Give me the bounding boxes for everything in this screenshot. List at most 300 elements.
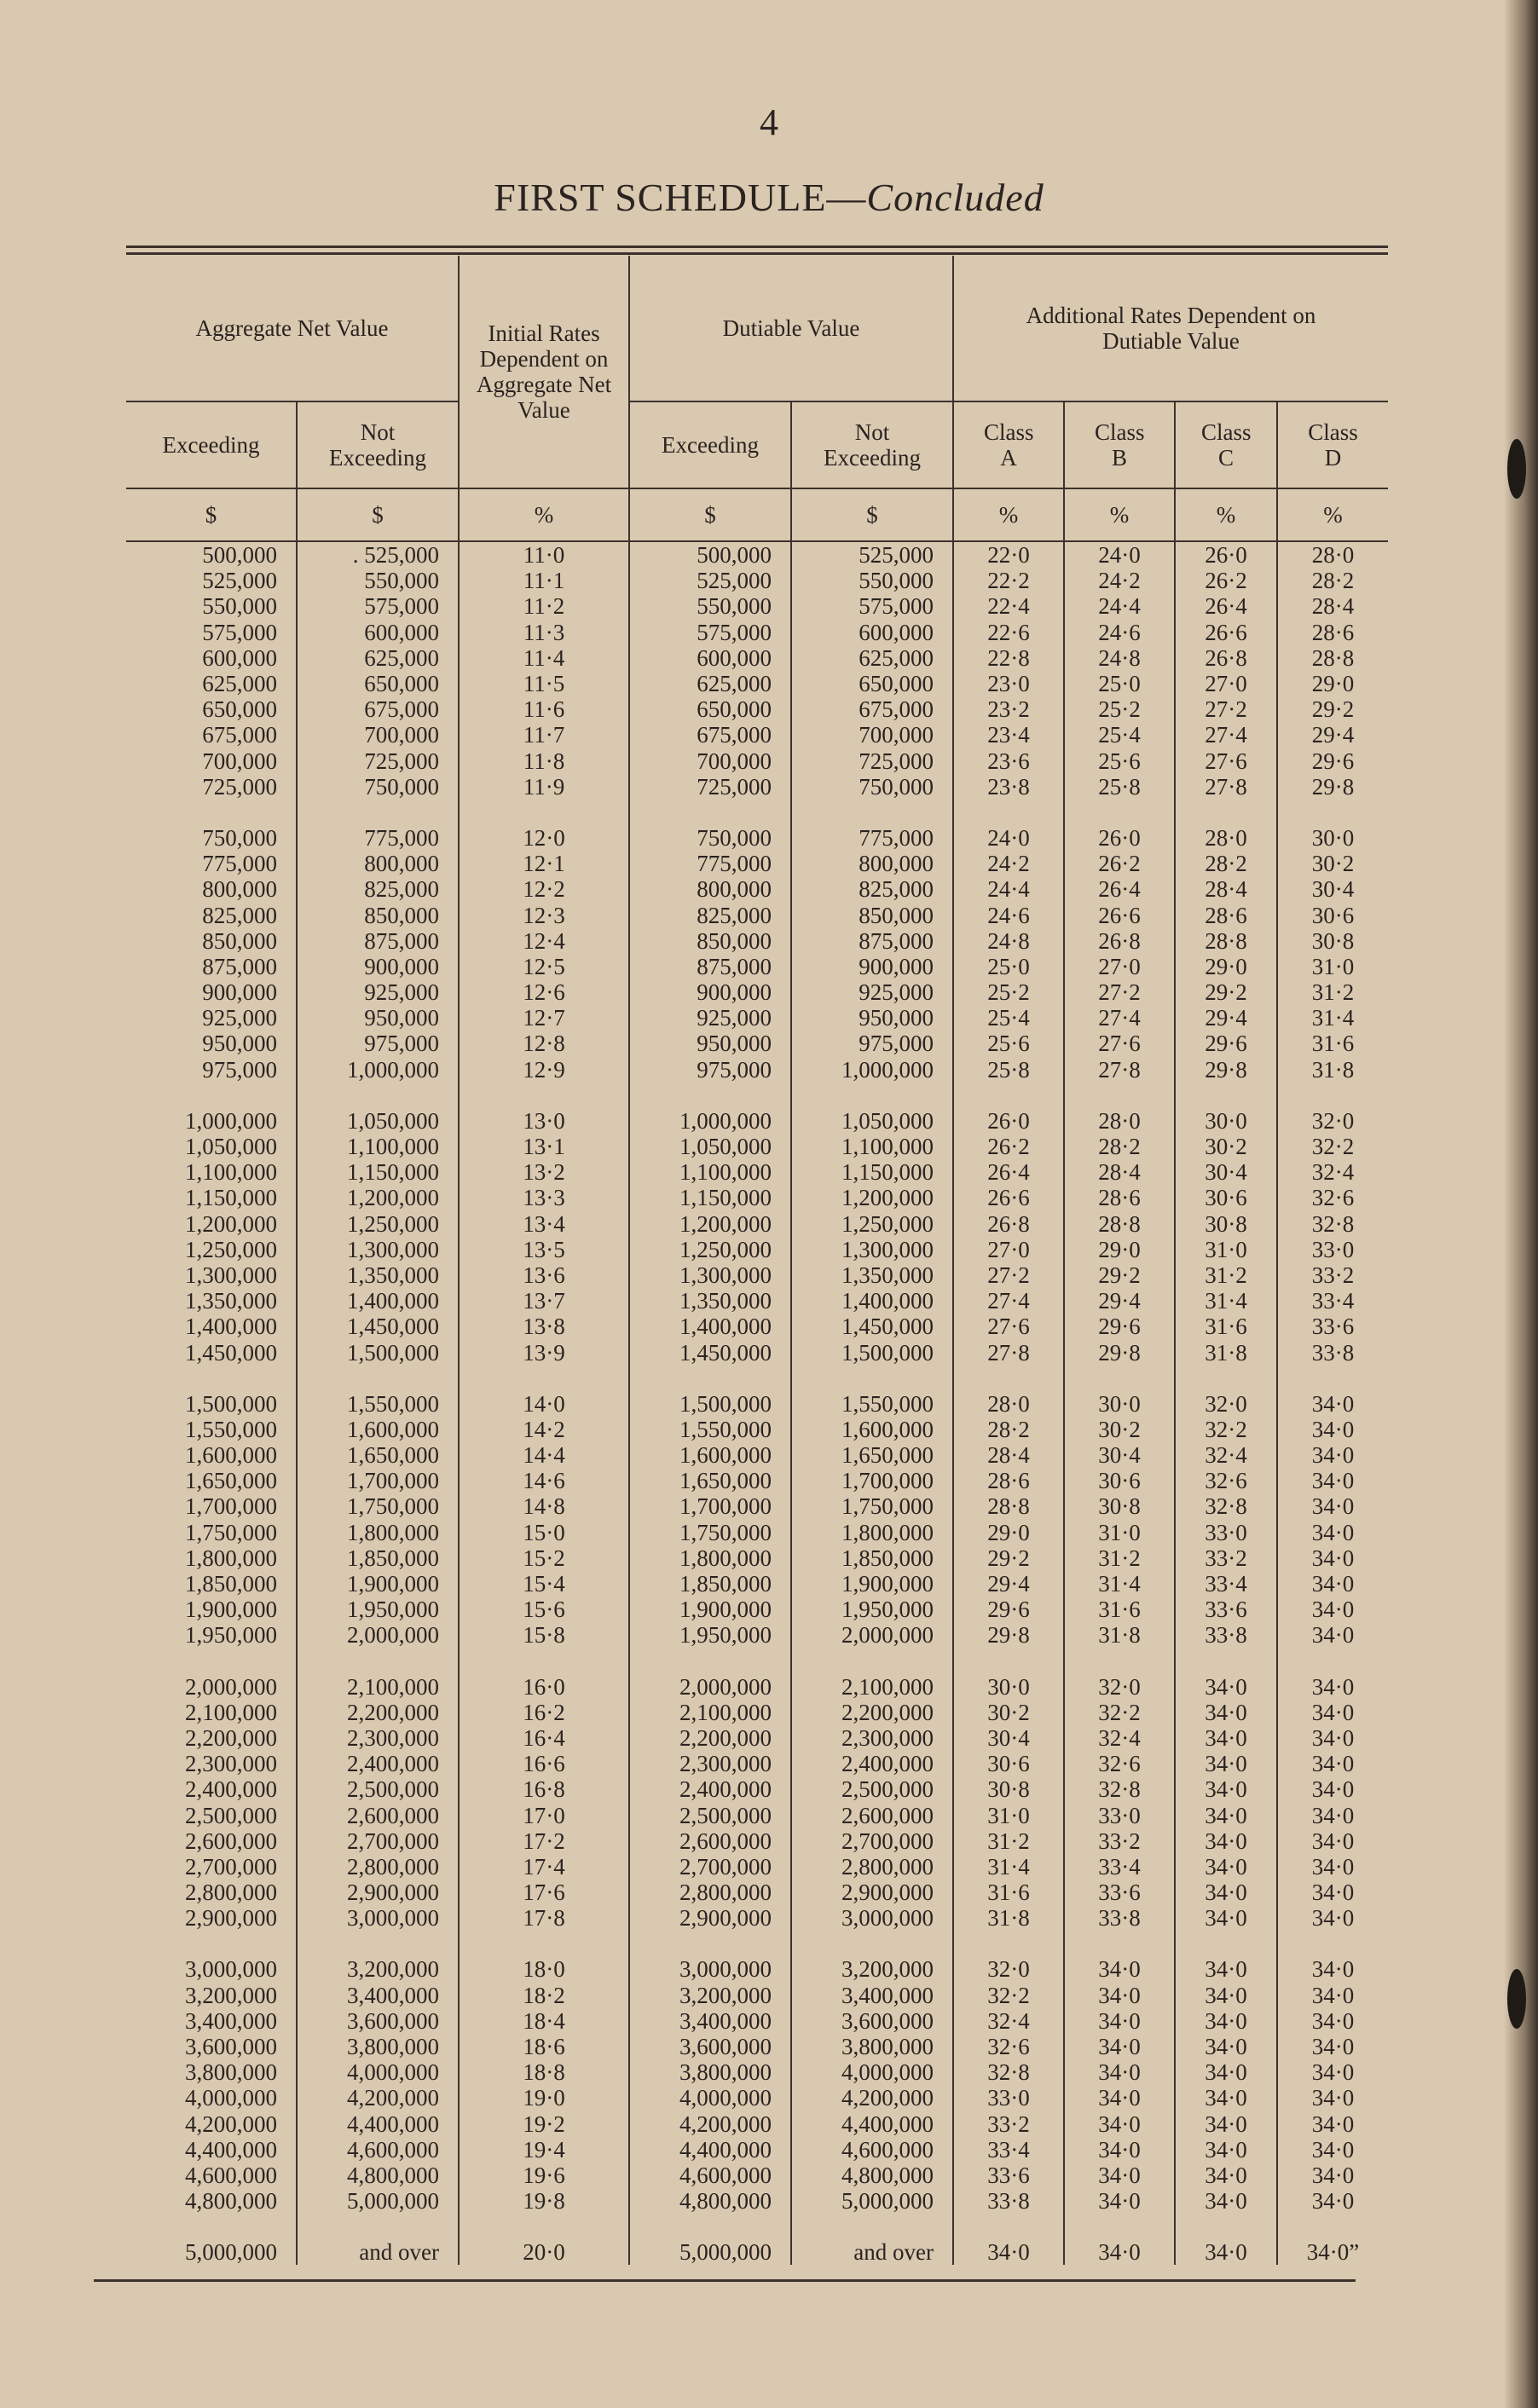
table-cell: 30·4 [1064,1442,1175,1468]
table-cell: 2,100,000 [185,1699,277,1725]
table-cell: 34·0 [1175,1751,1277,1776]
table-cell: 2,400,000 [185,1776,277,1803]
table-cell: 900,000 [791,954,953,979]
header-class-c: Class C [1175,401,1277,488]
table-cell: 18·4 [459,2008,629,2034]
table-cell: 775,000 [791,825,953,851]
unit-cell: $ [126,488,297,541]
table-cell: 34·0 [1277,2059,1388,2085]
table-cell: 12·3 [459,902,629,927]
table-row [126,1983,1388,2008]
table-cell: 34·0 [1175,2085,1277,2111]
title-main: FIRST SCHEDULE— [494,176,867,219]
table-cell: 1,700,000 [629,1493,791,1519]
table-cell: 33·2 [953,2111,1064,2137]
table-cell: 30·2 [1064,1417,1175,1442]
table-row [126,954,1388,979]
table-row [126,1700,1388,1725]
table-cell: 800,000 [202,876,277,903]
table-cell: 28·4 [1277,593,1388,619]
table-cell: 31·4 [1064,1571,1175,1597]
table-cell: 4,400,000 [791,2111,953,2137]
table-cell: 5,000,000 [297,2188,459,2214]
table-cell: 28·6 [1277,620,1388,645]
table-cell: 26·2 [953,1134,1064,1159]
table-cell: 500,000 [629,541,791,568]
table-cell: 11·2 [459,593,629,619]
table-cell: 15·2 [459,1545,629,1571]
spacer-cell [1064,2214,1175,2239]
table-cell: 925,000 [791,979,953,1005]
table-cell: 625,000 [202,671,277,697]
table-cell: 34·0 [1175,1700,1277,1725]
table-cell: 12·5 [459,954,629,979]
table-cell: 28·2 [953,1417,1064,1442]
spacer-cell [1064,1366,1175,1391]
table-cell: 34·0 [1064,2008,1175,2034]
table-cell: 11·5 [459,671,629,696]
table-cell: 2,900,000 [791,1880,953,1905]
table-cell: 34·0 [1277,2137,1388,2163]
table-cell: 26·2 [1064,851,1175,876]
bottom-rule [94,2279,1356,2282]
table-cell: 34·0 [1064,2137,1175,2163]
table-cell: 31·0 [1277,954,1388,979]
table-cell: 2,700,000 [791,1828,953,1854]
table-cell: 2,700,000 [297,1828,459,1854]
table-cell: 31·6 [1064,1597,1175,1622]
table-row [126,928,1388,954]
table-cell: 29·4 [953,1571,1064,1597]
table-cell: 3,200,000 [629,1983,791,2008]
table-cell: 1,200,000 [791,1185,953,1210]
table-cell: 4,800,000 [629,2188,791,2214]
table-cell: 1,650,000 [185,1468,277,1494]
table-cell: 4,200,000 [629,2111,791,2137]
table-cell: 2,800,000 [629,1880,791,1905]
table-cell: 29·2 [1277,696,1388,722]
table-cell: 2,200,000 [297,1700,459,1725]
table-cell: 29·6 [1277,748,1388,774]
table-cell: 1,150,000 [791,1159,953,1185]
table-cell: 18·2 [459,1983,629,2008]
spacer-cell [459,1649,629,1674]
table-cell: 1,600,000 [185,1442,277,1469]
table-cell: 34·0 [1064,1983,1175,2008]
spacer-cell [1175,800,1277,825]
table-cell: 32·0 [1277,1108,1388,1134]
table-cell: 2,000,000 [791,1622,953,1648]
table-cell: 1,750,000 [791,1493,953,1519]
table-cell: 34·0 [1175,1956,1277,1982]
table-cell: 3,600,000 [629,2034,791,2059]
table-cell: 32·6 [1277,1185,1388,1210]
table-cell: 1,100,000 [297,1134,459,1159]
spacer-cell [629,800,791,825]
table-row [126,645,1388,671]
table-cell: 27·6 [1064,1031,1175,1056]
table-row [126,593,1388,619]
table-cell: 1,550,000 [185,1416,277,1442]
table-row [126,696,1388,722]
table-cell: 1,050,000 [629,1134,791,1159]
table-cell: 27·4 [1175,722,1277,748]
spacer-cell [791,1083,953,1108]
table-cell: 1,250,000 [185,1236,277,1262]
table-row [126,1442,1388,1468]
table-cell: 34·0 [1175,1828,1277,1854]
table-cell: 30·0 [953,1674,1064,1700]
table-cell: 28·8 [953,1493,1064,1519]
table-cell: 34·0 [1277,2188,1388,2214]
table-cell: 825,000 [791,876,953,902]
table-cell: 31·2 [1277,979,1388,1005]
table-cell: 34·0 [953,2239,1064,2265]
table-cell: 2,100,000 [297,1674,459,1700]
spacer-cell [297,1083,459,1108]
table-cell: 19·2 [459,2111,629,2137]
header-not-exceeding-2: Not Exceeding [791,401,953,488]
table-cell: 675,000 [297,696,459,722]
table-cell: 4,600,000 [297,2137,459,2163]
spacer-cell [791,1649,953,1674]
table-cell: 29·4 [1277,722,1388,748]
table-cell: 24·4 [1064,593,1175,619]
spacer-cell [126,2214,297,2239]
table-cell: 2,300,000 [791,1725,953,1751]
table-cell: 650,000 [202,696,277,723]
table-cell: 27·8 [953,1339,1064,1365]
table-cell: 975,000 [629,1057,791,1083]
table-cell: 2,600,000 [297,1802,459,1828]
table-cell: 2,000,000 [629,1674,791,1700]
table-cell: 33·2 [1277,1262,1388,1288]
table-cell: 34·0 [1277,1751,1388,1776]
table-cell: 4,800,000 [297,2163,459,2188]
table-cell: 23·0 [953,671,1064,696]
table-cell: 3,200,000 [185,1982,277,2008]
table-cell: 2,600,000 [791,1802,953,1828]
table-cell: 4,400,000 [629,2137,791,2163]
table-cell: 33·0 [1277,1237,1388,1262]
table-cell: 29·8 [1064,1339,1175,1365]
header-class-b: Class B [1064,401,1175,488]
table-cell: 27·6 [1175,748,1277,774]
table-cell: 825,000 [297,876,459,902]
spacer-cell [459,1083,629,1108]
table-cell: 750,000 [202,824,277,851]
table-cell: 800,000 [791,851,953,876]
spacer-cell [953,800,1064,825]
spacer-cell [297,800,459,825]
table-cell: 29·6 [953,1597,1064,1622]
table-row [126,1005,1388,1031]
table-cell: 950,000 [202,1031,277,1057]
group-spacer [126,1366,1388,1391]
table-cell: 25·0 [1064,671,1175,696]
spacer-cell [791,800,953,825]
table-cell: 825,000 [202,902,277,928]
table-cell: 26·0 [1175,541,1277,568]
spacer-cell [1064,1931,1175,1956]
table-cell: and over [791,2239,953,2265]
table-row [126,722,1388,748]
table-row [126,568,1388,593]
table-cell: 33·6 [1277,1314,1388,1339]
table-row [126,1262,1388,1288]
table-cell: 31·0 [1064,1520,1175,1545]
table-cell: 13·3 [459,1185,629,1210]
table-cell: 875,000 [629,954,791,979]
table-cell: 675,000 [629,722,791,748]
table-cell: 32·8 [1277,1211,1388,1237]
table-row [126,1776,1388,1802]
group-spacer [126,1931,1388,1956]
table-cell: 25·8 [1064,774,1175,800]
table-cell: 14·6 [459,1468,629,1493]
table-row [126,541,1388,568]
table-cell: 26·6 [1175,620,1277,645]
table-cell: 950,000 [629,1031,791,1056]
table-cell: 2,300,000 [297,1725,459,1751]
table-cell: 12·8 [459,1031,629,1056]
table-cell: 1,200,000 [629,1211,791,1237]
table-cell: 3,400,000 [629,2008,791,2034]
table-cell: 25·6 [953,1031,1064,1056]
table-cell: 33·6 [1064,1880,1175,1905]
table-cell: 34·0 [1064,1956,1175,1982]
table-cell: 27·8 [1175,774,1277,800]
table-cell: 32·4 [1277,1159,1388,1185]
table-cell: 1,400,000 [297,1288,459,1314]
group-spacer [126,2214,1388,2239]
double-rule-top [126,245,1388,248]
table-cell: 25·4 [1064,722,1175,748]
table-cell: 32·2 [1175,1417,1277,1442]
table-cell: 31·6 [1175,1314,1277,1339]
table-cell: 4,200,000 [791,2085,953,2111]
table-cell: 625,000 [629,671,791,696]
table-row [126,1674,1388,1700]
table-cell: 11·7 [459,722,629,748]
table-cell: 850,000 [297,902,459,927]
table-cell: 16·8 [459,1776,629,1802]
table-cell: 24·8 [953,928,1064,954]
table-cell: 24·0 [1064,541,1175,568]
table-cell: 16·2 [459,1700,629,1725]
table-cell: 775,000 [202,851,277,877]
table-cell: 1,850,000 [629,1571,791,1597]
table-row [126,620,1388,645]
header-additional-rates: Additional Rates Dependent on Dutiable Value [953,256,1388,401]
table-cell: 3,000,000 [791,1905,953,1931]
table-cell: 29·4 [1175,1005,1277,1031]
table-cell: 34·0 [1277,1828,1388,1854]
table-cell: 1,250,000 [629,1237,791,1262]
table-cell: 31·4 [1175,1288,1277,1314]
table-cell: 31·0 [953,1802,1064,1828]
table-cell: 875,000 [202,953,277,979]
table-cell: 27·2 [953,1262,1064,1288]
group-spacer [126,1649,1388,1674]
table-cell: 13·8 [459,1314,629,1339]
table-cell: 12·0 [459,825,629,851]
header-not-exceeding-1: Not Exceeding [297,401,459,488]
table-row [126,2163,1388,2188]
table-cell: 34·0 [1064,2111,1175,2137]
table-cell: 1,300,000 [629,1262,791,1288]
table-cell: 850,000 [629,928,791,954]
table-cell: 1,750,000 [297,1493,459,1519]
table-cell: 600,000 [297,620,459,645]
table-cell: 1,300,000 [791,1237,953,1262]
table-cell: 34·0 [1175,1854,1277,1880]
table-cell: 34·0 [1175,2188,1277,2214]
table-cell: 650,000 [629,696,791,722]
table-cell: 29·8 [1175,1057,1277,1083]
table-cell: 1,450,000 [629,1339,791,1365]
spacer-cell [1277,1931,1388,1956]
table-cell: 32·6 [1064,1751,1175,1776]
table-cell: 34·0 [1277,1571,1388,1597]
table-cell: 31·2 [953,1828,1064,1854]
table-cell: 1,300,000 [297,1237,459,1262]
table-cell: 950,000 [297,1005,459,1031]
spacer-cell [791,2214,953,2239]
table-cell: 750,000 [297,774,459,800]
table-cell: 30·6 [953,1751,1064,1776]
table-cell: 1,050,000 [791,1108,953,1134]
unit-cell: % [953,488,1064,541]
table-cell: 24·6 [953,902,1064,927]
table-cell: 27·2 [1064,979,1175,1005]
table-cell: 34·0 [1175,2137,1277,2163]
spacer-cell [1064,800,1175,825]
table-cell: 25·2 [1064,696,1175,722]
table-cell: 11·1 [459,568,629,593]
table-cell: 27·0 [1064,954,1175,979]
table-cell: 900,000 [297,954,459,979]
table-row [126,1725,1388,1751]
table-cell: 30·4 [1277,876,1388,902]
table-cell: 1,800,000 [297,1520,459,1545]
table-cell: 34·0 [1175,2008,1277,2034]
table-cell: 2,200,000 [185,1724,277,1751]
table-cell: 28·4 [1175,876,1277,902]
table-cell: 32·0 [1175,1391,1277,1417]
table-cell: 775,000 [297,825,459,851]
table-cell: 23·2 [953,696,1064,722]
table-cell: 34·0 [1277,1597,1388,1622]
table-row [126,774,1388,800]
table-cell: 28·8 [1277,645,1388,671]
table-cell: 1,550,000 [629,1417,791,1442]
spacer-cell [126,1931,297,1956]
table-row [126,1956,1388,1982]
table-cell: 33·6 [953,2163,1064,2188]
header-dutiable-value: Dutiable Value [629,256,953,401]
table-cell: 1,700,000 [791,1468,953,1493]
spacer-cell [297,1366,459,1391]
table-cell: 4,400,000 [297,2111,459,2137]
table-row [126,748,1388,774]
title-italic: Concluded [866,176,1044,219]
table-row [126,671,1388,696]
table-cell: 1,950,000 [629,1622,791,1648]
table-cell: 1,500,000 [297,1339,459,1365]
table-cell: 26·8 [1064,928,1175,954]
table-cell: 26·8 [953,1211,1064,1237]
table-cell: 33·4 [1064,1854,1175,1880]
table-cell: 34·0 [1175,1983,1277,2008]
table-cell: 1,500,000 [791,1339,953,1365]
table-cell: 31·8 [1175,1339,1277,1365]
table-cell: 33·2 [1064,1828,1175,1854]
table-cell: 4,600,000 [185,2162,277,2188]
table-cell: 2,900,000 [297,1880,459,1905]
table-cell: 33·8 [953,2188,1064,2214]
table-cell: 625,000 [791,645,953,671]
table-cell: 29·6 [1175,1031,1277,1056]
table-cell: 2,000,000 [185,1673,277,1700]
spacer-cell [1277,800,1388,825]
table-cell: 5,000,000 [629,2239,791,2265]
table-cell: 19·6 [459,2163,629,2188]
table-cell: 875,000 [297,928,459,954]
table-cell: 2,700,000 [629,1854,791,1880]
spacer-cell [953,1931,1064,1956]
table-cell: 525,000 [629,568,791,593]
table-cell: 31·0 [1175,1237,1277,1262]
table-cell: 31·8 [953,1905,1064,1931]
table-cell: 11·3 [459,620,629,645]
table-cell: 2,800,000 [185,1880,277,1906]
table-row [126,1159,1388,1185]
table-cell: 1,450,000 [791,1314,953,1339]
table-cell: 3,800,000 [185,2059,277,2086]
table-cell: 2,500,000 [791,1776,953,1802]
table-cell: 34·0 [1175,2163,1277,2188]
table-cell: 13·5 [459,1237,629,1262]
table-cell: 525,000 [791,541,953,568]
table-cell: 29·8 [953,1622,1064,1648]
table-cell: 30·8 [953,1776,1064,1802]
table-cell: 17·4 [459,1854,629,1880]
table-cell: 11·8 [459,748,629,774]
table-cell: 32·8 [953,2059,1064,2085]
table-cell: 28·4 [1064,1159,1175,1185]
table-cell: 30·4 [1175,1159,1277,1185]
table-cell: 34·0” [1277,2239,1388,2265]
table-cell: 3,600,000 [185,2034,277,2060]
table-cell: 925,000 [202,1005,277,1031]
table-cell: 34·0 [1175,1674,1277,1700]
table-row [126,2034,1388,2059]
table-cell: 575,000 [297,593,459,619]
table-cell: 3,000,000 [629,1956,791,1982]
table-row [126,1417,1388,1442]
table-cell: 30·0 [1277,825,1388,851]
table-cell: 34·0 [1277,1802,1388,1828]
table-cell: 1,950,000 [297,1597,459,1622]
table-cell: 29·0 [1175,954,1277,979]
schedule-body [126,541,1388,2265]
unit-cell: % [1175,488,1277,541]
table-cell: 550,000 [297,568,459,593]
table-cell: 13·7 [459,1288,629,1314]
table-cell: 1,700,000 [297,1468,459,1493]
table-cell: 25·4 [953,1005,1064,1031]
